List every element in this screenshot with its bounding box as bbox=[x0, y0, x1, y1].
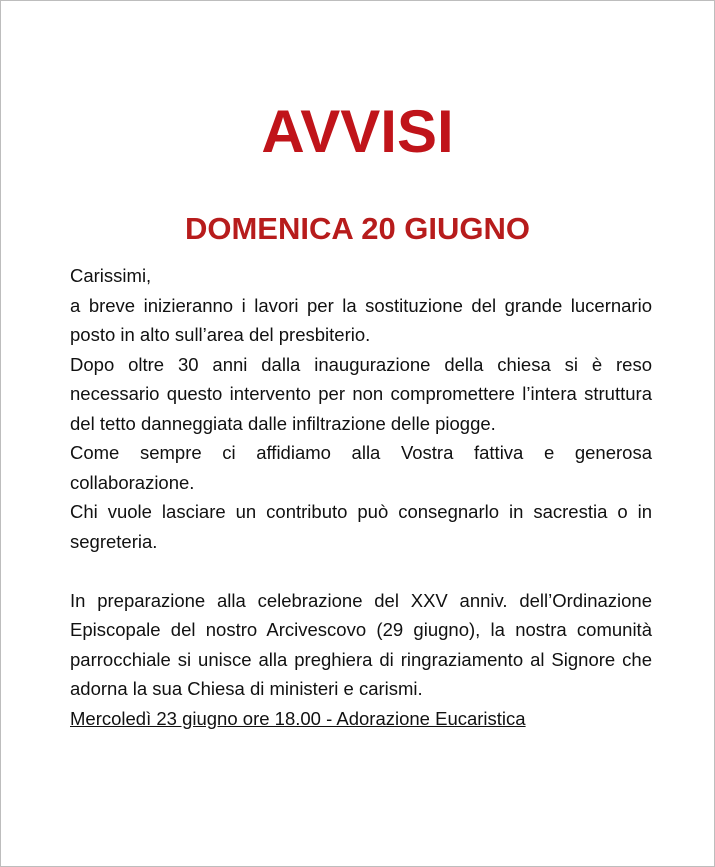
notice-date: DOMENICA 20 GIUGNO bbox=[184, 211, 531, 246]
notice-title: AVVISI bbox=[261, 98, 454, 165]
event-line: Mercoledì 23 giugno ore 18.00 - Adorazione Eucaristica bbox=[70, 707, 526, 729]
paragraph-skylight: a breve inizieranno i lavori per la sostituzione del grande lucernario posto in alto sull’area del presbiterio. bbox=[70, 294, 652, 345]
paragraph-spacer bbox=[70, 556, 652, 586]
paragraph-roof: Dopo oltre 30 anni dalla inaugurazione della chiesa si è reso necessario questo intervento per non compromettere l’intera struttura del tetto danneggiata dalle infiltrazione delle piogge. bbox=[70, 353, 652, 434]
notice-body bbox=[70, 261, 652, 733]
greeting: Carissimi, bbox=[70, 265, 152, 286]
paragraph-contribution: Chi vuole lasciare un contributo può consegnarlo in sacrestia o in segreteria. bbox=[70, 501, 652, 552]
paragraph-collaboration: Come sempre ci affidiamo alla Vostra fattiva e generosa collaborazione. bbox=[70, 442, 652, 493]
paragraph-anniversary: In preparazione alla celebrazione del XXV anniv. dell’Ordinazione Episcopale del nostro Arcivescovo (29 giugno), la nostra comunità parrocchiale si unisce alla preghiera di ringraziamento al Signore che adorna la sua Chiesa di ministeri e carismi. bbox=[70, 589, 652, 699]
